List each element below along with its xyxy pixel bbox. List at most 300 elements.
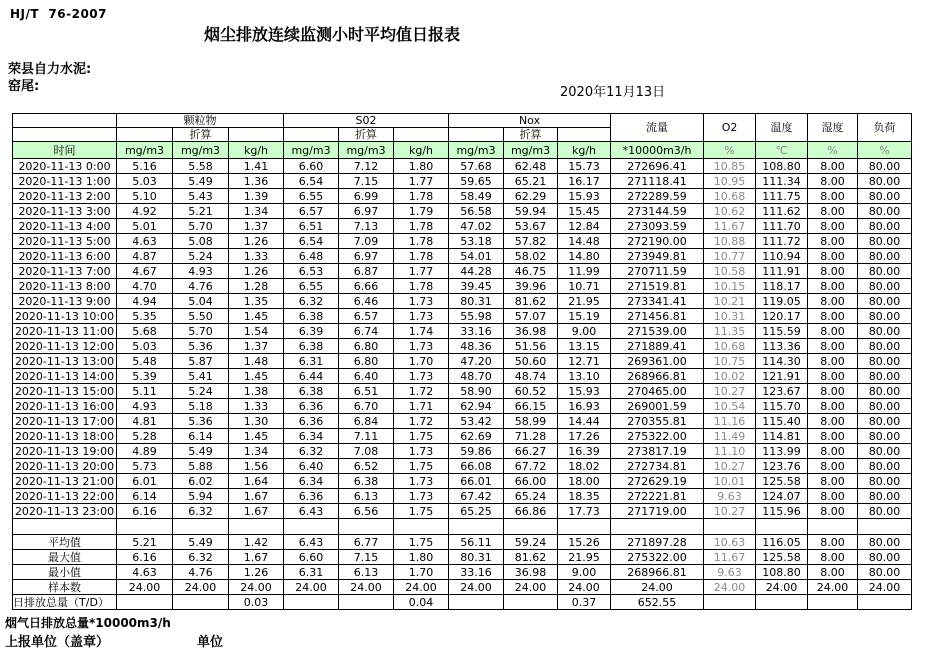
cell-value: 24.00: [394, 580, 449, 595]
cell-value: [858, 595, 912, 610]
cell-value: 5.21: [117, 535, 173, 550]
cell-value: 1.71: [394, 399, 449, 414]
cell-value: 80.00: [858, 264, 912, 279]
cell-blank: [284, 519, 339, 535]
cell-value: 1.56: [229, 459, 284, 474]
cell-value: 273949.81: [611, 249, 704, 264]
cell-value: 65.24: [504, 489, 558, 504]
cell-value: 118.17: [756, 279, 808, 294]
cell-value: 24.00: [756, 580, 808, 595]
cell-value: 5.11: [117, 384, 173, 399]
cell-value: 272221.81: [611, 489, 704, 504]
cell-blank: [808, 519, 858, 535]
cell-value: 80.00: [858, 204, 912, 219]
cell-value: 62.29: [504, 189, 558, 204]
cell-value: 6.34: [284, 474, 339, 489]
cell-value: 6.48: [284, 249, 339, 264]
cell-value: 272734.81: [611, 459, 704, 474]
cell-value: 5.28: [117, 429, 173, 444]
cell-value: 6.46: [339, 294, 394, 309]
cell-value: 271519.81: [611, 279, 704, 294]
cell-value: 18.00: [558, 474, 611, 489]
unit-label-cell: mg/m3: [339, 142, 394, 159]
cell-value: 66.86: [504, 504, 558, 519]
cell-value: 6.14: [117, 489, 173, 504]
cell-value: 11.16: [704, 414, 756, 429]
unit-label-cell: mg/m3: [173, 142, 229, 159]
cell-value: 7.15: [339, 174, 394, 189]
cell-value: 24.00: [611, 580, 704, 595]
column-label: 流量: [611, 114, 704, 142]
cell-value: 7.15: [339, 550, 394, 565]
cell-value: 4.63: [117, 234, 173, 249]
cell-value: 10.75: [704, 354, 756, 369]
cell-value: 57.82: [504, 234, 558, 249]
cell-value: 80.00: [858, 489, 912, 504]
cell-value: 111.91: [756, 264, 808, 279]
unit-label-cell: *10000m3/h: [611, 142, 704, 159]
table-row: [13, 294, 912, 309]
cell-value: 119.05: [756, 294, 808, 309]
cell-value: 5.18: [173, 399, 229, 414]
cell-value: 8.00: [808, 535, 858, 550]
cell-value: 6.84: [339, 414, 394, 429]
cell-value: 4.81: [117, 414, 173, 429]
cell-value: 80.00: [858, 550, 912, 565]
cell-value: 1.78: [394, 219, 449, 234]
cell-value: 6.16: [117, 550, 173, 565]
cell-value: 6.16: [117, 504, 173, 519]
cell-blank: [229, 519, 284, 535]
unit-label-cell: %: [858, 142, 912, 159]
cell-value: 113.99: [756, 444, 808, 459]
cell-value: 6.77: [339, 535, 394, 550]
cell-value: 6.80: [339, 354, 394, 369]
table-row: [13, 339, 912, 354]
cell-value: 80.00: [858, 249, 912, 264]
cell-value: [808, 595, 858, 610]
cell-value: 0.37: [558, 595, 611, 610]
cell-value: 10.27: [704, 504, 756, 519]
cell-value: 273817.19: [611, 444, 704, 459]
cell-value: 10.15: [704, 279, 756, 294]
cell-value: 15.19: [558, 309, 611, 324]
cell-value: 8.00: [808, 339, 858, 354]
cell-value: 1.36: [229, 174, 284, 189]
cell-value: 81.62: [504, 294, 558, 309]
station-name: 窑尾:: [8, 79, 40, 94]
cell-value: 123.76: [756, 459, 808, 474]
table-row: [13, 444, 912, 459]
table-row: [13, 369, 912, 384]
table-row: [13, 384, 912, 399]
cell-value: 10.68: [704, 189, 756, 204]
cell-value: 80.00: [858, 174, 912, 189]
cell-value: 1.78: [394, 279, 449, 294]
cell-value: 5.68: [117, 324, 173, 339]
cell-value: 273341.41: [611, 294, 704, 309]
cell-value: 270355.81: [611, 414, 704, 429]
unit-label-cell: %: [808, 142, 858, 159]
cell-value: 10.27: [704, 459, 756, 474]
cell-value: 80.00: [858, 324, 912, 339]
cell-value: 5.43: [173, 189, 229, 204]
cell-value: 6.54: [284, 234, 339, 249]
cell-blank: [229, 128, 284, 142]
cell-value: 5.73: [117, 459, 173, 474]
cell-value: 8.00: [808, 354, 858, 369]
unit-label-cell: ℃: [756, 142, 808, 159]
cell-value: 1.75: [394, 504, 449, 519]
cell-value: 80.31: [449, 550, 504, 565]
cell-value: 6.97: [339, 204, 394, 219]
cell-value: 1.33: [229, 399, 284, 414]
unit-label-cell: %: [704, 142, 756, 159]
cell-value: 59.65: [449, 174, 504, 189]
cell-value: 8.00: [808, 414, 858, 429]
cell-value: 1.34: [229, 444, 284, 459]
cell-value: 80.00: [858, 535, 912, 550]
cell-value: 11.35: [704, 324, 756, 339]
cell-value: 4.76: [173, 279, 229, 294]
cell-value: 6.02: [173, 474, 229, 489]
cell-time: 2020-11-13 11:00: [13, 324, 117, 339]
cell-value: 56.11: [449, 535, 504, 550]
cell-value: 1.28: [229, 279, 284, 294]
cell-value: 6.38: [339, 474, 394, 489]
cell-value: 17.26: [558, 429, 611, 444]
time-header: 时间: [13, 142, 117, 159]
cell-time: 2020-11-13 20:00: [13, 459, 117, 474]
cell-value: 58.02: [504, 249, 558, 264]
cell-value: 6.70: [339, 399, 394, 414]
cell-value: 1.37: [229, 339, 284, 354]
cell-value: 8.00: [808, 369, 858, 384]
cell-value: 6.36: [284, 414, 339, 429]
cell-value: 1.67: [229, 504, 284, 519]
cell-value: 125.58: [756, 550, 808, 565]
cell-value: 11.99: [558, 264, 611, 279]
cell-value: 5.36: [173, 339, 229, 354]
cell-value: 8.00: [808, 204, 858, 219]
cell-value: 1.80: [394, 550, 449, 565]
table-row: [13, 249, 912, 264]
cell-value: 8.00: [808, 550, 858, 565]
cell-value: 80.00: [858, 459, 912, 474]
cell-value: 54.01: [449, 249, 504, 264]
cell-value: [173, 595, 229, 610]
report-table: [12, 113, 912, 610]
cell-time: 2020-11-13 21:00: [13, 474, 117, 489]
cell-value: 5.49: [173, 444, 229, 459]
cell-value: 115.40: [756, 414, 808, 429]
converted-label: 折算: [339, 128, 394, 142]
cell-value: 51.56: [504, 339, 558, 354]
summary-label: 最小值: [13, 565, 117, 580]
cell-value: 8.00: [808, 249, 858, 264]
cell-value: 6.01: [117, 474, 173, 489]
cell-value: 80.00: [858, 444, 912, 459]
cell-value: 6.52: [339, 459, 394, 474]
cell-value: 46.75: [504, 264, 558, 279]
cell-value: 58.90: [449, 384, 504, 399]
cell-value: 67.42: [449, 489, 504, 504]
table-row: [13, 429, 912, 444]
cell-value: 33.16: [449, 565, 504, 580]
table-row: [13, 204, 912, 219]
summary-row: [13, 580, 912, 595]
cell-value: 4.93: [173, 264, 229, 279]
cell-value: 15.93: [558, 384, 611, 399]
cell-value: 15.26: [558, 535, 611, 550]
cell-value: 110.94: [756, 249, 808, 264]
cell-value: 24.00: [858, 580, 912, 595]
cell-value: 1.75: [394, 535, 449, 550]
cell-value: 271456.81: [611, 309, 704, 324]
cell-time: 2020-11-13 4:00: [13, 219, 117, 234]
cell-value: 1.26: [229, 565, 284, 580]
cell-value: 17.73: [558, 504, 611, 519]
cell-value: 6.57: [284, 204, 339, 219]
company-name: 荣县自力水泥:: [8, 62, 92, 77]
cell-value: 6.36: [284, 489, 339, 504]
cell-value: 80.00: [858, 504, 912, 519]
cell-value: 271539.00: [611, 324, 704, 339]
cell-value: 24.00: [339, 580, 394, 595]
cell-value: 108.80: [756, 159, 808, 174]
cell-value: 11.49: [704, 429, 756, 444]
cell-value: 11.10: [704, 444, 756, 459]
cell-blank: [13, 519, 117, 535]
cell-time: 2020-11-13 6:00: [13, 249, 117, 264]
cell-value: 13.10: [558, 369, 611, 384]
cell-value: 59.24: [504, 535, 558, 550]
cell-value: 6.38: [284, 339, 339, 354]
summary-label: [13, 595, 117, 610]
cell-value: 5.24: [173, 384, 229, 399]
cell-value: 5.36: [173, 414, 229, 429]
table-row: [13, 159, 912, 174]
cell-value: 80.00: [858, 414, 912, 429]
cell-value: 5.49: [173, 174, 229, 189]
cell-value: 55.98: [449, 309, 504, 324]
cell-blank: [13, 114, 117, 128]
cell-value: 12.71: [558, 354, 611, 369]
cell-value: 8.00: [808, 309, 858, 324]
table-row: [13, 234, 912, 249]
summary-label: 平均值: [13, 535, 117, 550]
cell-value: 1.73: [394, 369, 449, 384]
cell-value: 8.00: [808, 444, 858, 459]
cell-value: 24.00: [117, 580, 173, 595]
cell-value: 5.04: [173, 294, 229, 309]
cell-value: 24.00: [284, 580, 339, 595]
cell-value: 114.30: [756, 354, 808, 369]
cell-value: 24.00: [173, 580, 229, 595]
cell-blank: [449, 128, 504, 142]
cell-value: 10.95: [704, 174, 756, 189]
cell-value: 1.77: [394, 174, 449, 189]
cell-value: 80.00: [858, 279, 912, 294]
cell-value: 7.12: [339, 159, 394, 174]
cell-value: 59.86: [449, 444, 504, 459]
cell-value: 10.58: [704, 264, 756, 279]
cell-value: 269361.00: [611, 354, 704, 369]
cell-value: 6.66: [339, 279, 394, 294]
cell-value: 58.99: [504, 414, 558, 429]
cell-value: 80.00: [858, 234, 912, 249]
cell-value: 271118.41: [611, 174, 704, 189]
cell-value: 273093.59: [611, 219, 704, 234]
cell-value: 80.31: [449, 294, 504, 309]
cell-value: 18.35: [558, 489, 611, 504]
cell-value: 80.00: [858, 189, 912, 204]
table-row: [13, 354, 912, 369]
cell-time: 2020-11-13 22:00: [13, 489, 117, 504]
cell-value: 80.00: [858, 369, 912, 384]
cell-value: 10.85: [704, 159, 756, 174]
cell-value: 5.35: [117, 309, 173, 324]
cell-value: 111.34: [756, 174, 808, 189]
cell-value: 1.33: [229, 249, 284, 264]
cell-blank: [449, 519, 504, 535]
cell-value: 272629.19: [611, 474, 704, 489]
cell-value: 24.00: [704, 580, 756, 595]
cell-value: 5.03: [117, 339, 173, 354]
cell-value: 272190.00: [611, 234, 704, 249]
cell-time: 2020-11-13 3:00: [13, 204, 117, 219]
cell-value: 33.16: [449, 324, 504, 339]
cell-value: [756, 595, 808, 610]
cell-value: 1.34: [229, 204, 284, 219]
cell-time: 2020-11-13 8:00: [13, 279, 117, 294]
unit-label: 单位: [197, 635, 224, 650]
cell-value: 9.63: [704, 489, 756, 504]
cell-value: 14.48: [558, 234, 611, 249]
cell-value: 111.62: [756, 204, 808, 219]
cell-value: 6.99: [339, 189, 394, 204]
cell-value: 123.67: [756, 384, 808, 399]
cell-value: 111.70: [756, 219, 808, 234]
cell-value: 8.00: [808, 565, 858, 580]
cell-value: 6.38: [284, 309, 339, 324]
cell-value: 24.00: [504, 580, 558, 595]
cell-value: 1.48: [229, 354, 284, 369]
cell-value: 275322.00: [611, 429, 704, 444]
cell-blank: [394, 519, 449, 535]
cell-value: 57.68: [449, 159, 504, 174]
cell-time: 2020-11-13 13:00: [13, 354, 117, 369]
cell-blank: [117, 519, 173, 535]
summary-label-text: 日排放总量（T/D）: [13, 595, 109, 609]
cell-value: 67.72: [504, 459, 558, 474]
cell-value: 80.00: [858, 219, 912, 234]
cell-value: 6.44: [284, 369, 339, 384]
cell-time: 2020-11-13 18:00: [13, 429, 117, 444]
cell-value: 1.70: [394, 565, 449, 580]
cell-value: 273144.59: [611, 204, 704, 219]
cell-time: 2020-11-13 0:00: [13, 159, 117, 174]
summary-row: [13, 595, 912, 610]
cell-value: 58.49: [449, 189, 504, 204]
cell-value: 53.42: [449, 414, 504, 429]
cell-value: 39.96: [504, 279, 558, 294]
cell-value: 59.94: [504, 204, 558, 219]
cell-value: 111.72: [756, 234, 808, 249]
column-label: O2: [704, 114, 756, 142]
cell-value: 5.21: [173, 204, 229, 219]
cell-value: 65.21: [504, 174, 558, 189]
unit-label-cell: mg/m3: [117, 142, 173, 159]
cell-value: 8.00: [808, 489, 858, 504]
cell-value: 66.00: [504, 474, 558, 489]
cell-value: 8.00: [808, 429, 858, 444]
cell-value: 39.45: [449, 279, 504, 294]
cell-time: 2020-11-13 7:00: [13, 264, 117, 279]
cell-value: 1.45: [229, 309, 284, 324]
converted-label: 折算: [173, 128, 229, 142]
summary-row: [13, 535, 912, 550]
cell-value: 21.95: [558, 550, 611, 565]
cell-blank: [756, 519, 808, 535]
cell-value: 11.67: [704, 219, 756, 234]
table-row: [13, 279, 912, 294]
cell-value: 10.77: [704, 249, 756, 264]
cell-value: 1.72: [394, 414, 449, 429]
cell-value: 5.24: [173, 249, 229, 264]
cell-value: 1.67: [229, 489, 284, 504]
cell-value: 269001.59: [611, 399, 704, 414]
column-group-label: Nox: [449, 114, 611, 128]
table-row: [13, 264, 912, 279]
column-group-label: 颗粒物: [117, 114, 284, 128]
cell-blank: [611, 519, 704, 535]
cell-value: 5.70: [173, 219, 229, 234]
cell-value: 1.77: [394, 264, 449, 279]
cell-value: 6.14: [173, 429, 229, 444]
header-row-groups: [13, 114, 912, 128]
column-label: 负荷: [858, 114, 912, 142]
cell-value: 53.18: [449, 234, 504, 249]
cell-value: 7.08: [339, 444, 394, 459]
cell-value: 6.51: [339, 384, 394, 399]
cell-value: 11.67: [704, 550, 756, 565]
report-date: 2020年11月13日: [560, 85, 666, 100]
cell-value: 8.00: [808, 399, 858, 414]
cell-value: 10.21: [704, 294, 756, 309]
unit-label-cell: kg/h: [229, 142, 284, 159]
cell-value: 1.72: [394, 384, 449, 399]
column-group-label: S02: [284, 114, 449, 128]
cell-value: 5.10: [117, 189, 173, 204]
cell-time: 2020-11-13 1:00: [13, 174, 117, 189]
cell-value: 6.36: [284, 399, 339, 414]
cell-value: 271889.41: [611, 339, 704, 354]
column-label: 湿度: [808, 114, 858, 142]
cell-value: 6.40: [339, 369, 394, 384]
cell-value: 6.60: [284, 550, 339, 565]
cell-value: 115.96: [756, 504, 808, 519]
table-row: [13, 504, 912, 519]
cell-value: 60.52: [504, 384, 558, 399]
cell-value: 0.03: [229, 595, 284, 610]
cell-value: 8.00: [808, 279, 858, 294]
cell-value: 124.07: [756, 489, 808, 504]
cell-time: 2020-11-13 10:00: [13, 309, 117, 324]
cell-value: 8.00: [808, 459, 858, 474]
cell-value: 1.78: [394, 189, 449, 204]
table-row: [13, 174, 912, 189]
